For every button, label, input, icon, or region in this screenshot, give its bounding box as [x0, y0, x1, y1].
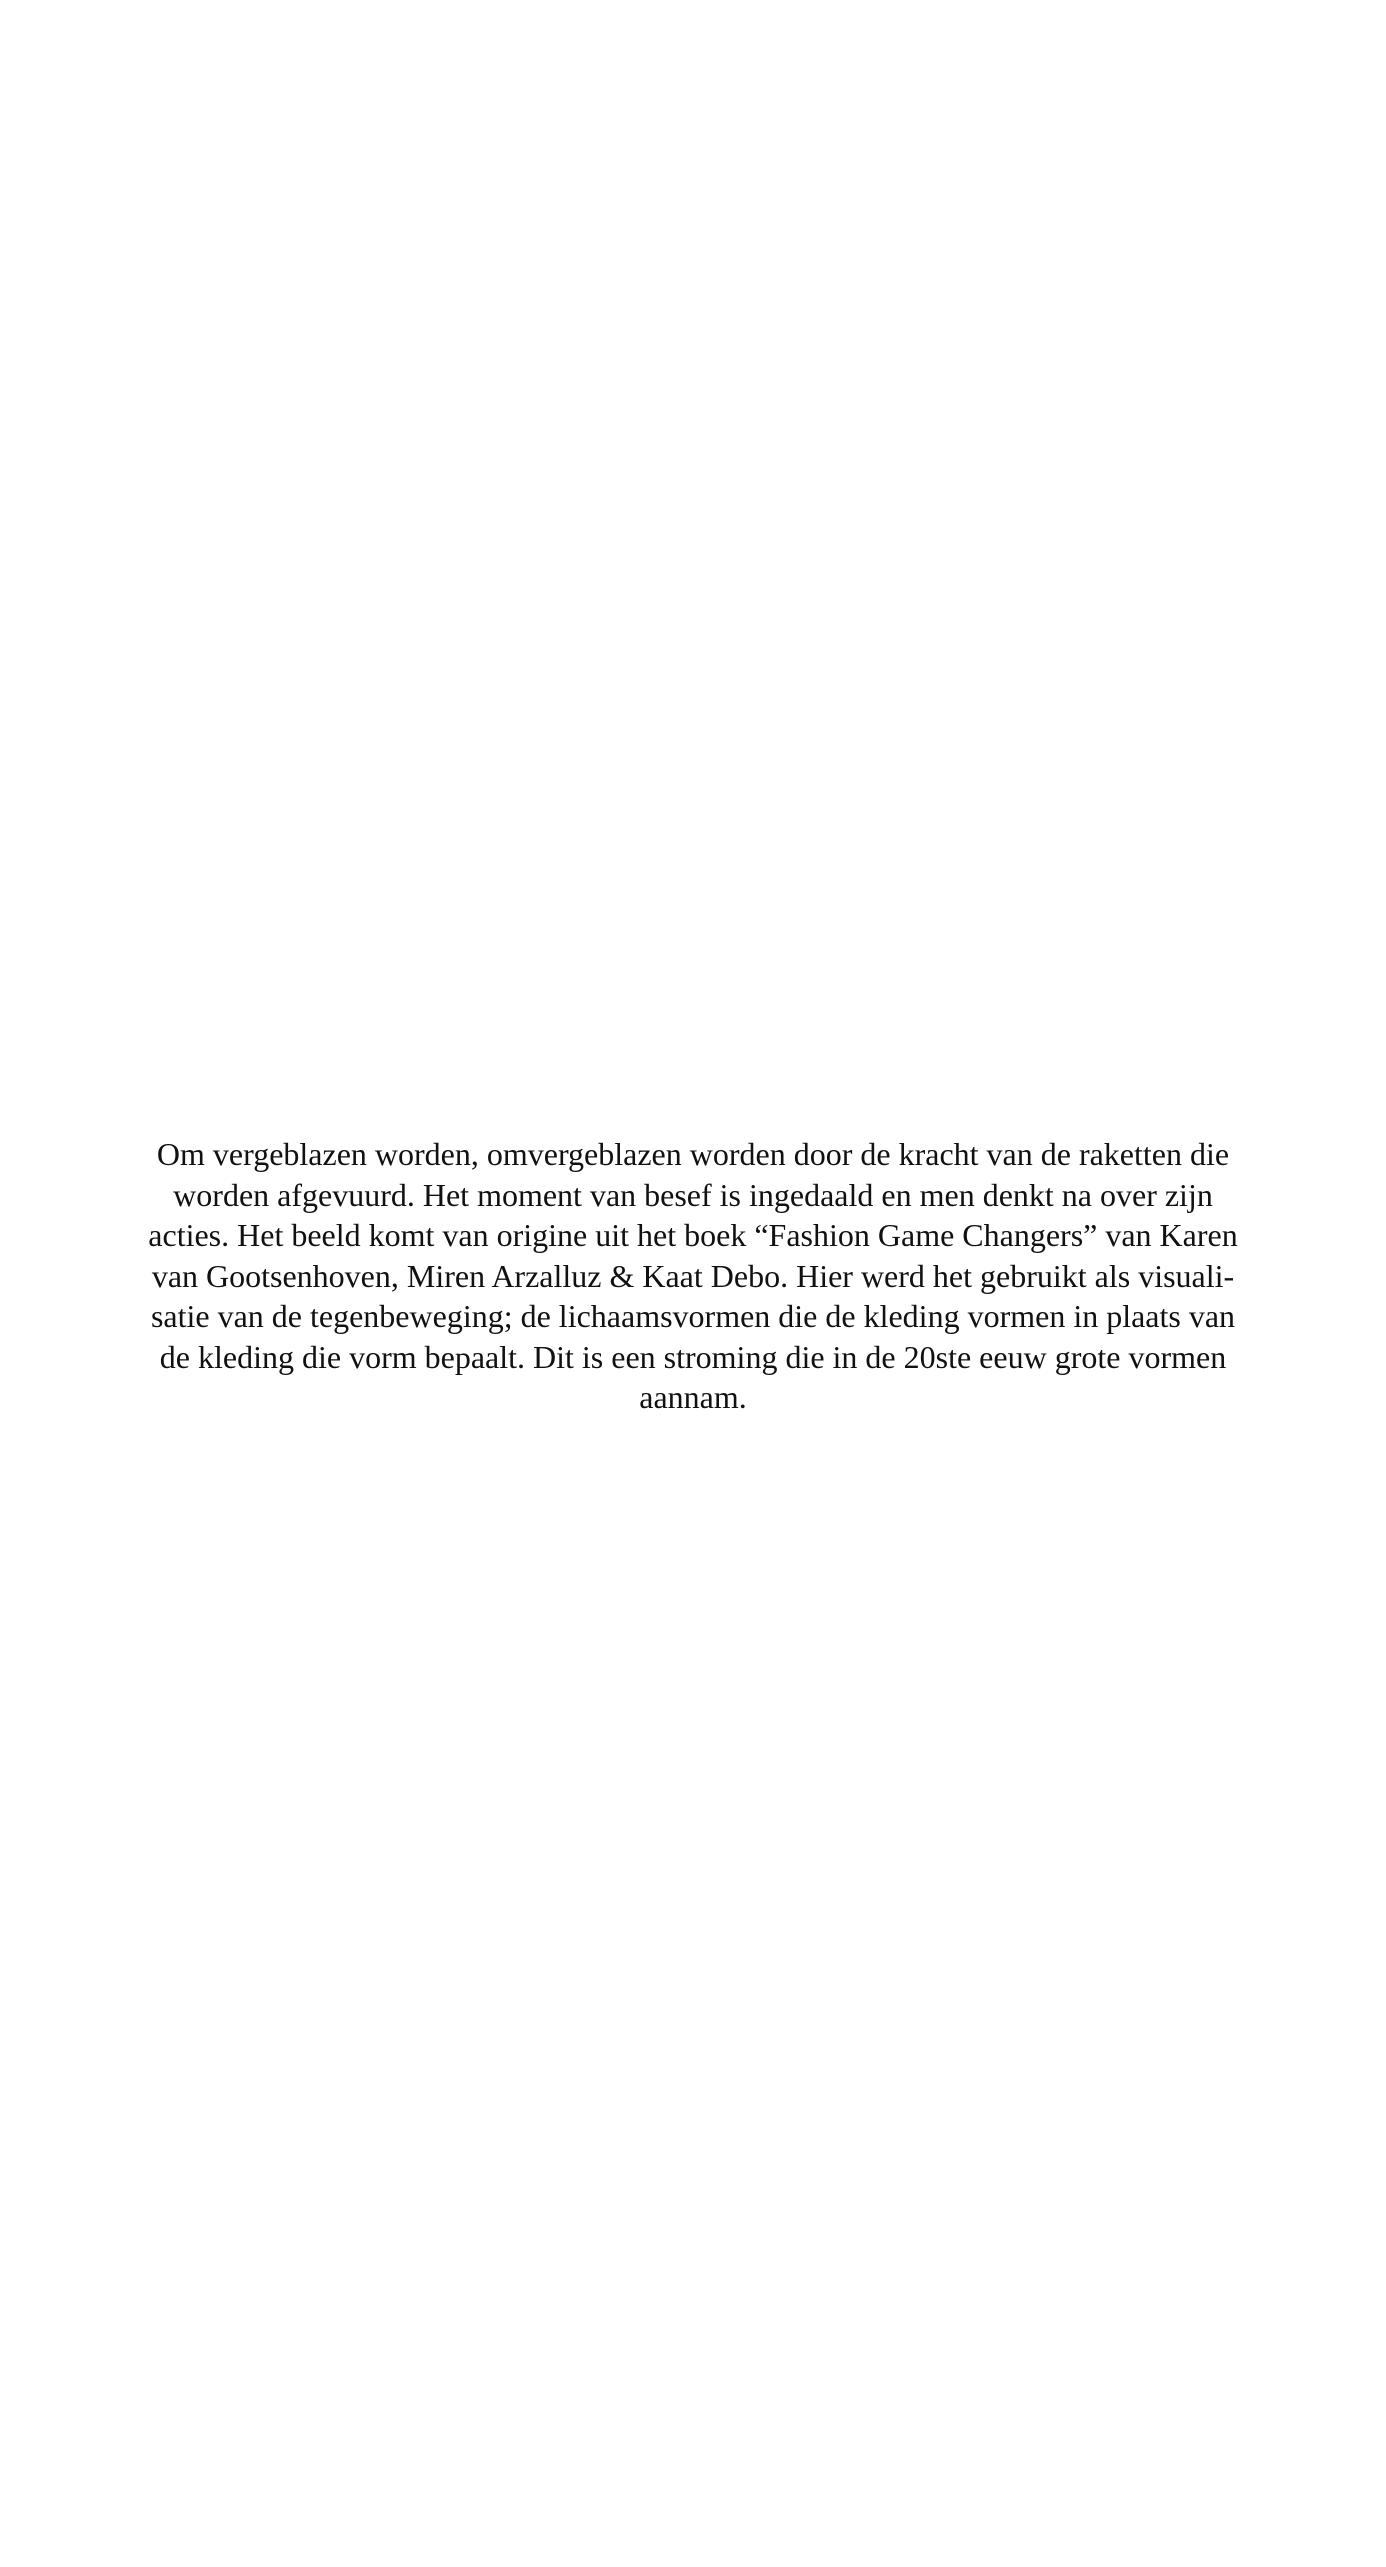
- caption-line-5: satie van de tegenbeweging; de lichaamsvormen die de kleding vormen in plaats van: [150, 1298, 1236, 1334]
- caption-line-7: aannam.: [639, 1379, 747, 1415]
- caption-line-2: worden afgevuurd. Het moment van besef is ingedaald en men denkt na over zijn: [173, 1176, 1213, 1213]
- caption-line-1: Om vergeblazen worden, omvergeblazen worden door de kracht van de raketten die: [156, 1136, 1230, 1172]
- caption-paragraph: [126, 1134, 1260, 1418]
- caption-line-6: de kleding die vorm bepaalt. Dit is een stroming die in de 20ste eeuw grote vormen: [159, 1338, 1227, 1375]
- caption-line-3: acties. Het beeld komt van origine uit het boek “Fashion Game Changers” van Karen: [148, 1217, 1238, 1253]
- caption-line-4: van Gootsenhoven, Miren Arzalluz & Kaat Debo. Hier werd het gebruikt als visuali-: [151, 1257, 1235, 1294]
